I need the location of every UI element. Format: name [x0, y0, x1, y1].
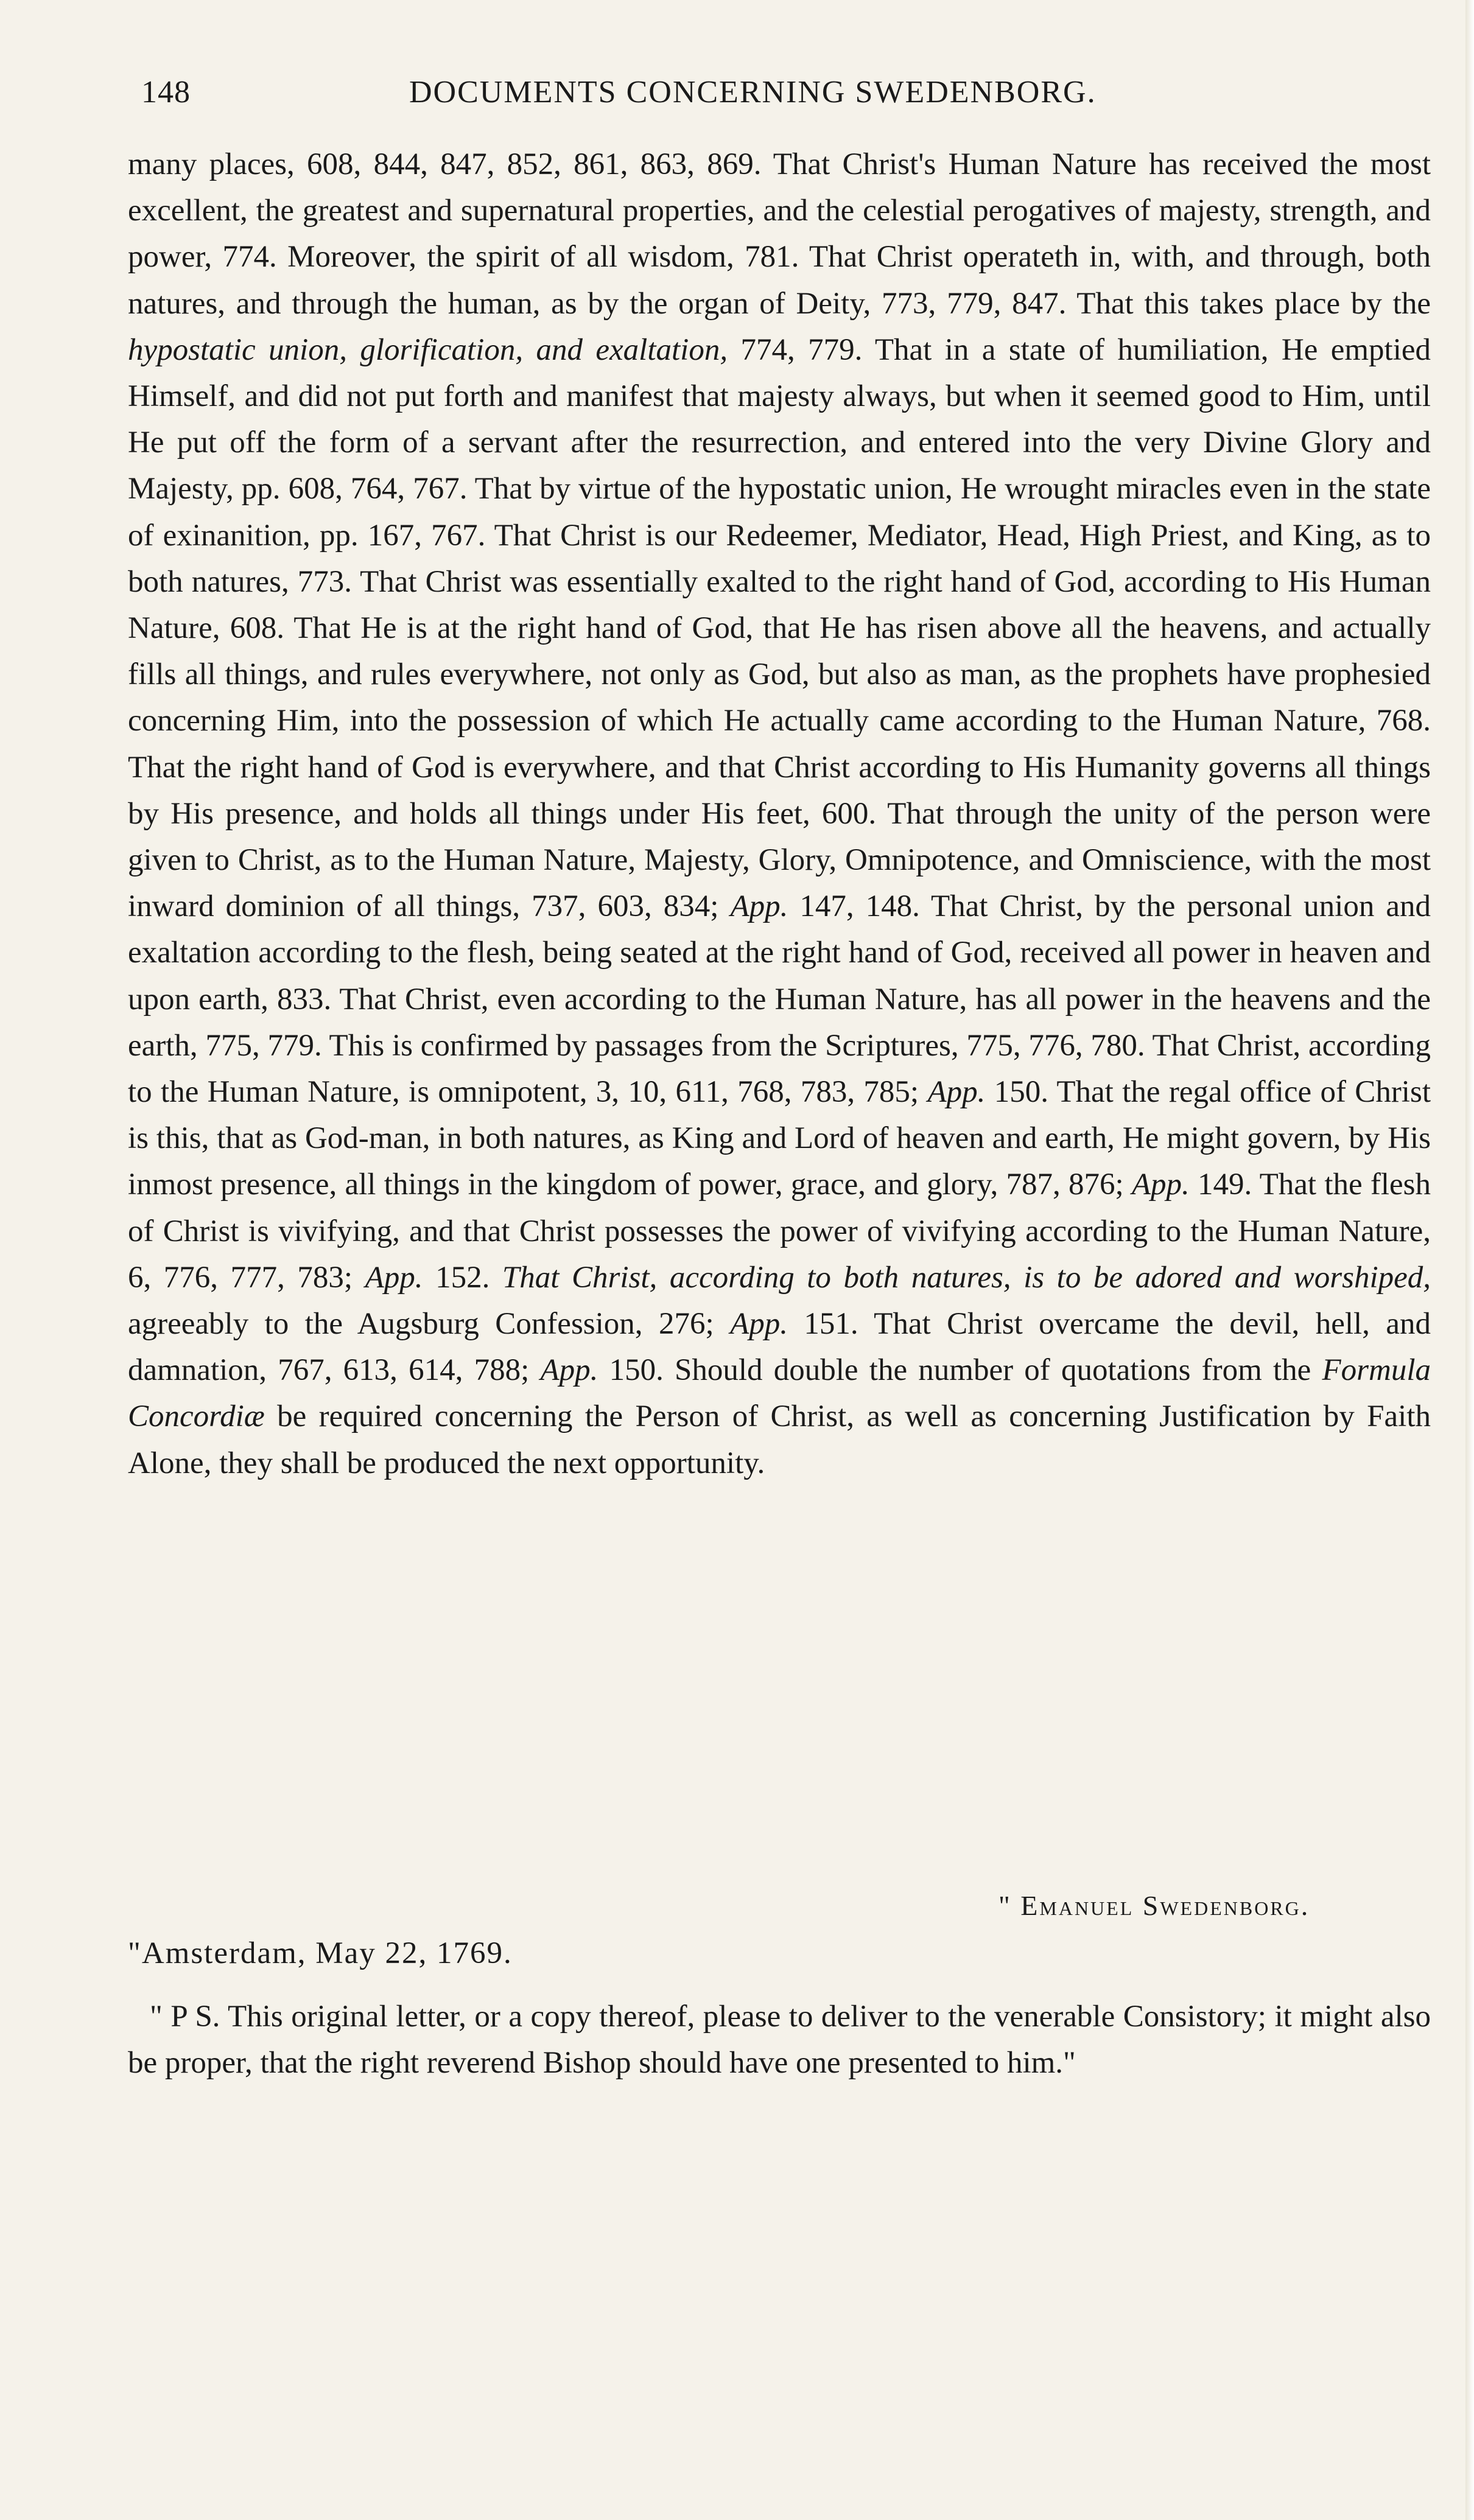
text-run: be required concerning the Person of Christ, as well as concerning Justification by Faith Alone, they shall be produced the next opportunity. [128, 1399, 1431, 1480]
text-run: 151. That Christ overcame the devil, hell, and damnation, 767, 613, 614, 788; [128, 1307, 1431, 1388]
italic-abbreviation: App. [365, 1260, 423, 1295]
text-run: 147, 148. That Christ, by the personal union and exaltation according to the flesh, being seated at the right hand of God, received all power in heaven and upon earth, 833. That Christ, even according to the Human Nature, has all power in the heavens and the earth, 775, 779. This is confirmed by passages from the Scriptures, 775, 776, 780. That Christ, according to the Human Nature, is omnipotent, 3, 10, 611, 768, 783, 785; [128, 889, 1431, 1110]
italic-abbreviation: App. [730, 889, 788, 924]
italic-abbreviation: App. [1131, 1167, 1190, 1202]
page-edge [1465, 0, 1474, 2520]
paragraph [128, 141, 1431, 1486]
signature: " Emanuel Swedenborg. [998, 1890, 1310, 1921]
italic-phrase: That Christ, according to both natures, is to be adored and worshiped, [502, 1260, 1431, 1295]
text-run: 150. That the regal office of Christ is this, that as God-man, in both natures, as King and Lord of heaven and earth, He might govern, by His inmost presence, all things in the kingdom of power, grace, and glory, 787, 876; [128, 1075, 1431, 1202]
text-run: 774, 779. That in a state of humiliation, He emptied Himself, and did not put forth and manifest that majesty always, but when it seemed good to Him, until He put off the form of a servant after the resurrection, and entered into the very Divine Glory and Majesty, pp. 608, 764, 767. That by virtue of the hypostatic union, He wrought miracles even in the state of exinanition, pp. 167, 767. That Christ is our Redeemer, Mediator, Head, High Priest, and King, as to both natures, 773. That Christ was essentially exalted to the right hand of God, according to His Human Nature, 608. That He is at the right hand of God, that He has risen above all the heavens, and actually fills all things, and rules everywhere, not only as God, but also as man, as the prophets have prophesied concerning Him, into the possession of which He actually came according to the Human Nature, 768. That the right hand of God is everywhere, and that Christ according to His Humanity governs all things by His presence, and holds all things under His feet, 600. That through the unity of the person were given to Christ, as to the Human Nature, Majesty, Glory, Omnipotence, and Omniscience, with the most inward dominion of all things, 737, 603, 834; [128, 332, 1431, 924]
italic-abbreviation: App. [927, 1075, 986, 1110]
italic-phrase: hypostatic union, glorification, and exaltation, [128, 332, 728, 367]
text-run: 149. That the flesh of Christ is vivifying, and that Christ possesses the power of vivifying according to the Human Nature, 6, 776, 777, 783; [128, 1167, 1431, 1295]
running-title: DOCUMENTS CONCERNING SWEDENBORG. [409, 75, 1097, 110]
page-number: 148 [141, 75, 191, 110]
text-run: agreeably to the Augsburg Confession, 276; [128, 1307, 731, 1342]
text-run: many places, 608, 844, 847, 852, 861, 863, 869. That Christ's Human Nature has received the most excellent, the greatest and supernatural properties, and the celestial perogatives of majesty, strength, and power, 774. Moreover, the spirit of all wisdom, 781. That Christ operateth in, with, and through, both natures, and through the human, as by the organ of Deity, 773, 779, 847. That this takes place by the [128, 147, 1431, 321]
italic-title: Formula Concordiæ [128, 1353, 1431, 1434]
dateline: "Amsterdam, May 22, 1769. [128, 1936, 513, 1970]
italic-abbreviation: App. [540, 1353, 598, 1388]
text-run: 152. [423, 1260, 502, 1295]
italic-abbreviation: App. [730, 1307, 788, 1342]
text-run: 150. Should double the number of quotations from the [598, 1353, 1322, 1388]
postscript: " P S. This original letter, or a copy thereof, please to deliver to the venerable Consistory; it might also be proper, that the right reverend Bishop should have one presented to him." [128, 2000, 1431, 2080]
main-paragraph [128, 141, 1431, 1486]
running-head [141, 74, 1429, 123]
